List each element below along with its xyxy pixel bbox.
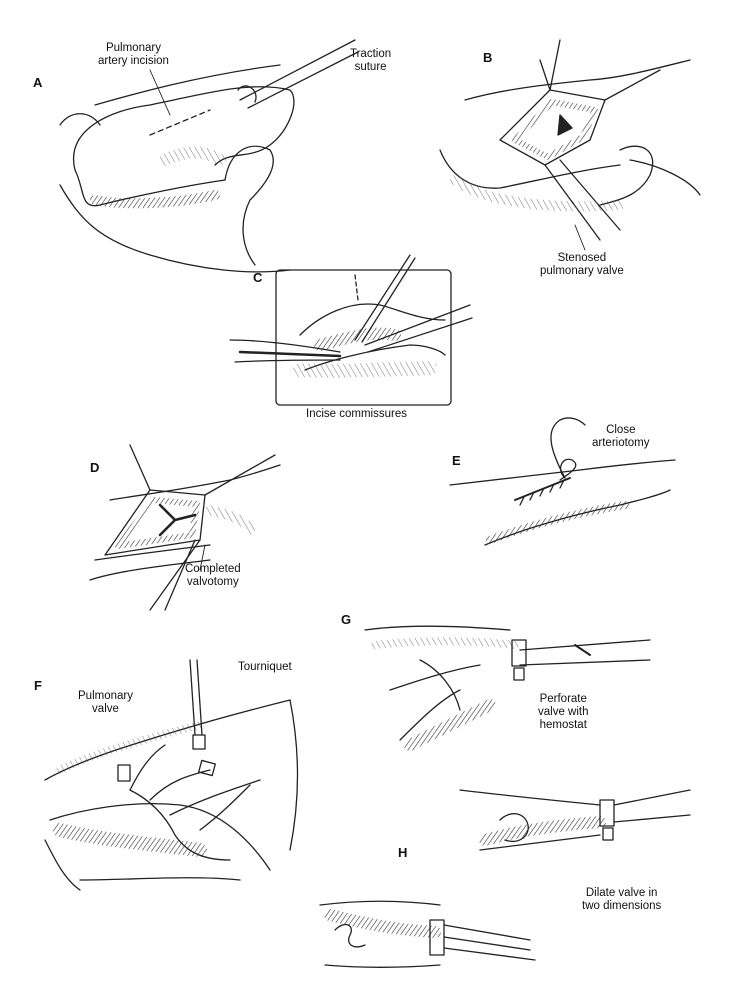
panel-c-letter: C <box>253 270 263 285</box>
label-incise-commissures: Incise commissures <box>306 408 407 420</box>
panel-f-letter: F <box>34 678 42 693</box>
label-pulmonary-artery-incision: Pulmonary artery incision <box>98 42 169 67</box>
panel-g-letter: G <box>341 612 352 627</box>
label-traction-suture: Traction suture <box>350 48 392 73</box>
panel-b-letter: B <box>483 50 493 65</box>
panel-e-letter: E <box>452 453 461 468</box>
panel-a-drawing <box>60 40 358 272</box>
panel-d-letter: D <box>90 460 100 475</box>
label-stenosed-pulmonary-valve: Stenosed pulmonary valve <box>540 252 624 277</box>
label-completed-valvotomy: Completed valvotomy <box>185 563 241 588</box>
label-close-arteriotomy: Close arteriotomy <box>592 424 650 449</box>
label-tourniquet: Tourniquet <box>238 661 292 673</box>
panel-b-drawing <box>440 40 700 250</box>
panel-h-drawing <box>320 901 535 967</box>
label-dilate-valve: Dilate valve in two dimensions <box>582 887 662 912</box>
panel-c-drawing <box>230 255 472 405</box>
panel-h-letter: H <box>398 845 408 860</box>
label-pulmonary-valve: Pulmonary valve <box>78 690 133 715</box>
panel-a-letter: A <box>33 75 43 90</box>
label-perforate-valve: Perforate valve with hemostat <box>538 693 589 731</box>
panel-g-drawing <box>365 626 690 850</box>
